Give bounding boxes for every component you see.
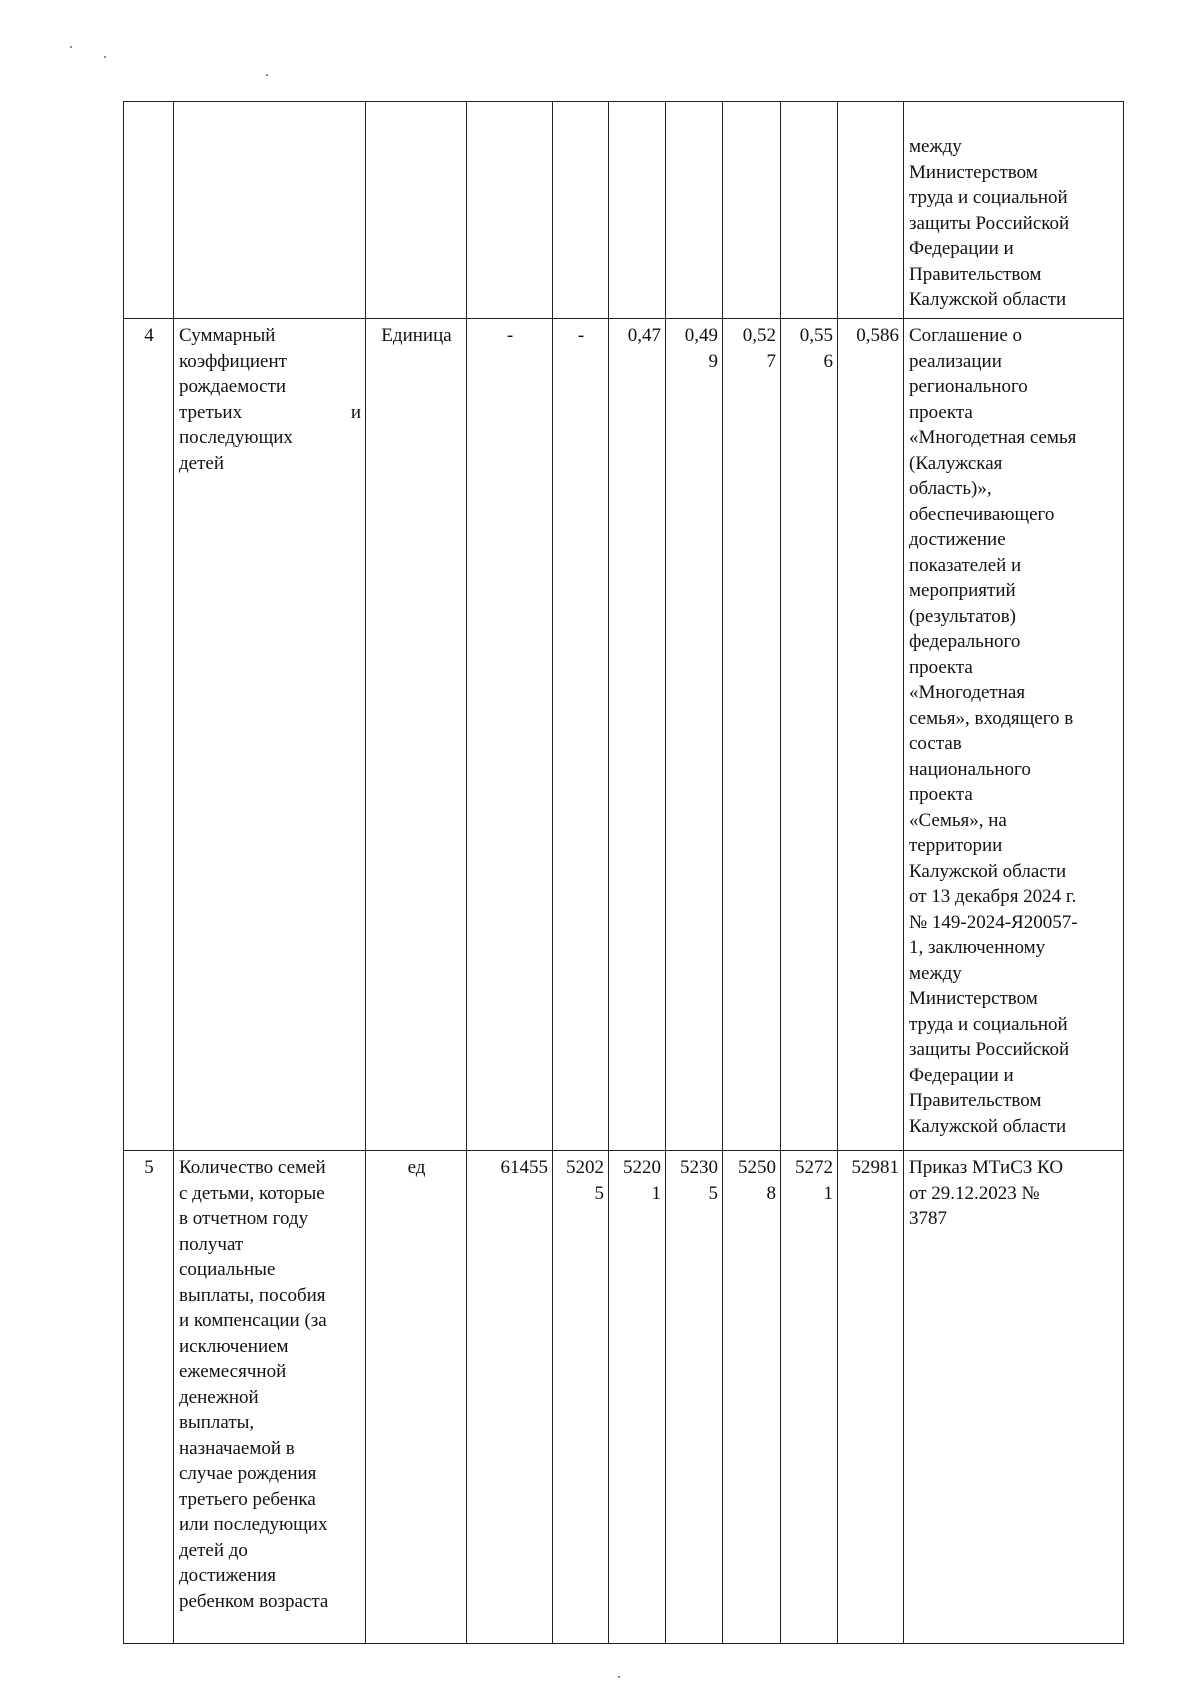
table-row (124, 319, 1124, 1151)
cell-value: 5272 1 (781, 1151, 838, 1644)
table-row (124, 1151, 1124, 1644)
cell-indicator-name (174, 102, 366, 319)
cell-number: 4 (124, 319, 174, 1151)
cell-value (666, 102, 723, 319)
indicator-name-word: и (350, 401, 361, 423)
scan-speck (104, 56, 106, 58)
cell-value: - (467, 319, 553, 1151)
table-row-continued (124, 102, 1124, 319)
scan-speck (70, 46, 72, 48)
cell-value: - (553, 319, 609, 1151)
cell-value: 5250 8 (723, 1151, 781, 1644)
cell-indicator-name: Количество семей с детьми, которые в отчетном году получат социальные выплаты, пособия и компенсации (за исключением ежемесячной денежной выплаты, назначаемой в случае рождения третьего ребенка или последующих детей до достижения ребенком возраста (174, 1151, 366, 1644)
indicators-table (123, 101, 1124, 1644)
cell-value (781, 102, 838, 319)
cell-value: 61455 (467, 1151, 553, 1644)
cell-basis: Соглашение о реализации регионального проекта «Многодетная семья (Калужская область)», обеспечивающего достижение показателей и мероприятий (результатов) федерального проекта «Многодетная семья», входящего в состав национального проекта «Семья», на территории Калужской области от 13 декабря 2024 г. № 149-2024-Я20057- 1, заключенному между Министерством труда и социальной защиты Российской Федерации и Правительством Калужской области (904, 319, 1124, 1151)
cell-number (124, 102, 174, 319)
cell-value: 5230 5 (666, 1151, 723, 1644)
cell-value: 0,52 7 (723, 319, 781, 1151)
cell-value: 0,49 9 (666, 319, 723, 1151)
indicator-name-justified-line (179, 400, 361, 426)
cell-indicator-name (174, 319, 366, 1151)
indicator-name-end: последующих детей (179, 427, 293, 474)
cell-unit: Единица (366, 319, 467, 1151)
cell-value: 5202 5 (553, 1151, 609, 1644)
cell-number: 5 (124, 1151, 174, 1644)
cell-unit (366, 102, 467, 319)
cell-basis: между Министерством труда и социальной защиты Российской Федерации и Правительством Калужской области (904, 102, 1124, 319)
scan-speck (618, 1676, 620, 1678)
cell-value (609, 102, 666, 319)
indicator-name-word: третьих (179, 401, 243, 423)
cell-unit: ед (366, 1151, 467, 1644)
cell-value (553, 102, 609, 319)
cell-value: 52981 (838, 1151, 904, 1644)
cell-value (723, 102, 781, 319)
cell-basis: Приказ МТиСЗ КО от 29.12.2023 № 3787 (904, 1151, 1124, 1644)
cell-value: 0,47 (609, 319, 666, 1151)
cell-value (467, 102, 553, 319)
cell-value (838, 102, 904, 319)
cell-value: 0,55 6 (781, 319, 838, 1151)
cell-value: 0,586 (838, 319, 904, 1151)
indicator-name-start: Суммарный коэффициент рождаемости (179, 325, 287, 397)
cell-value: 5220 1 (609, 1151, 666, 1644)
scan-speck (266, 74, 268, 76)
